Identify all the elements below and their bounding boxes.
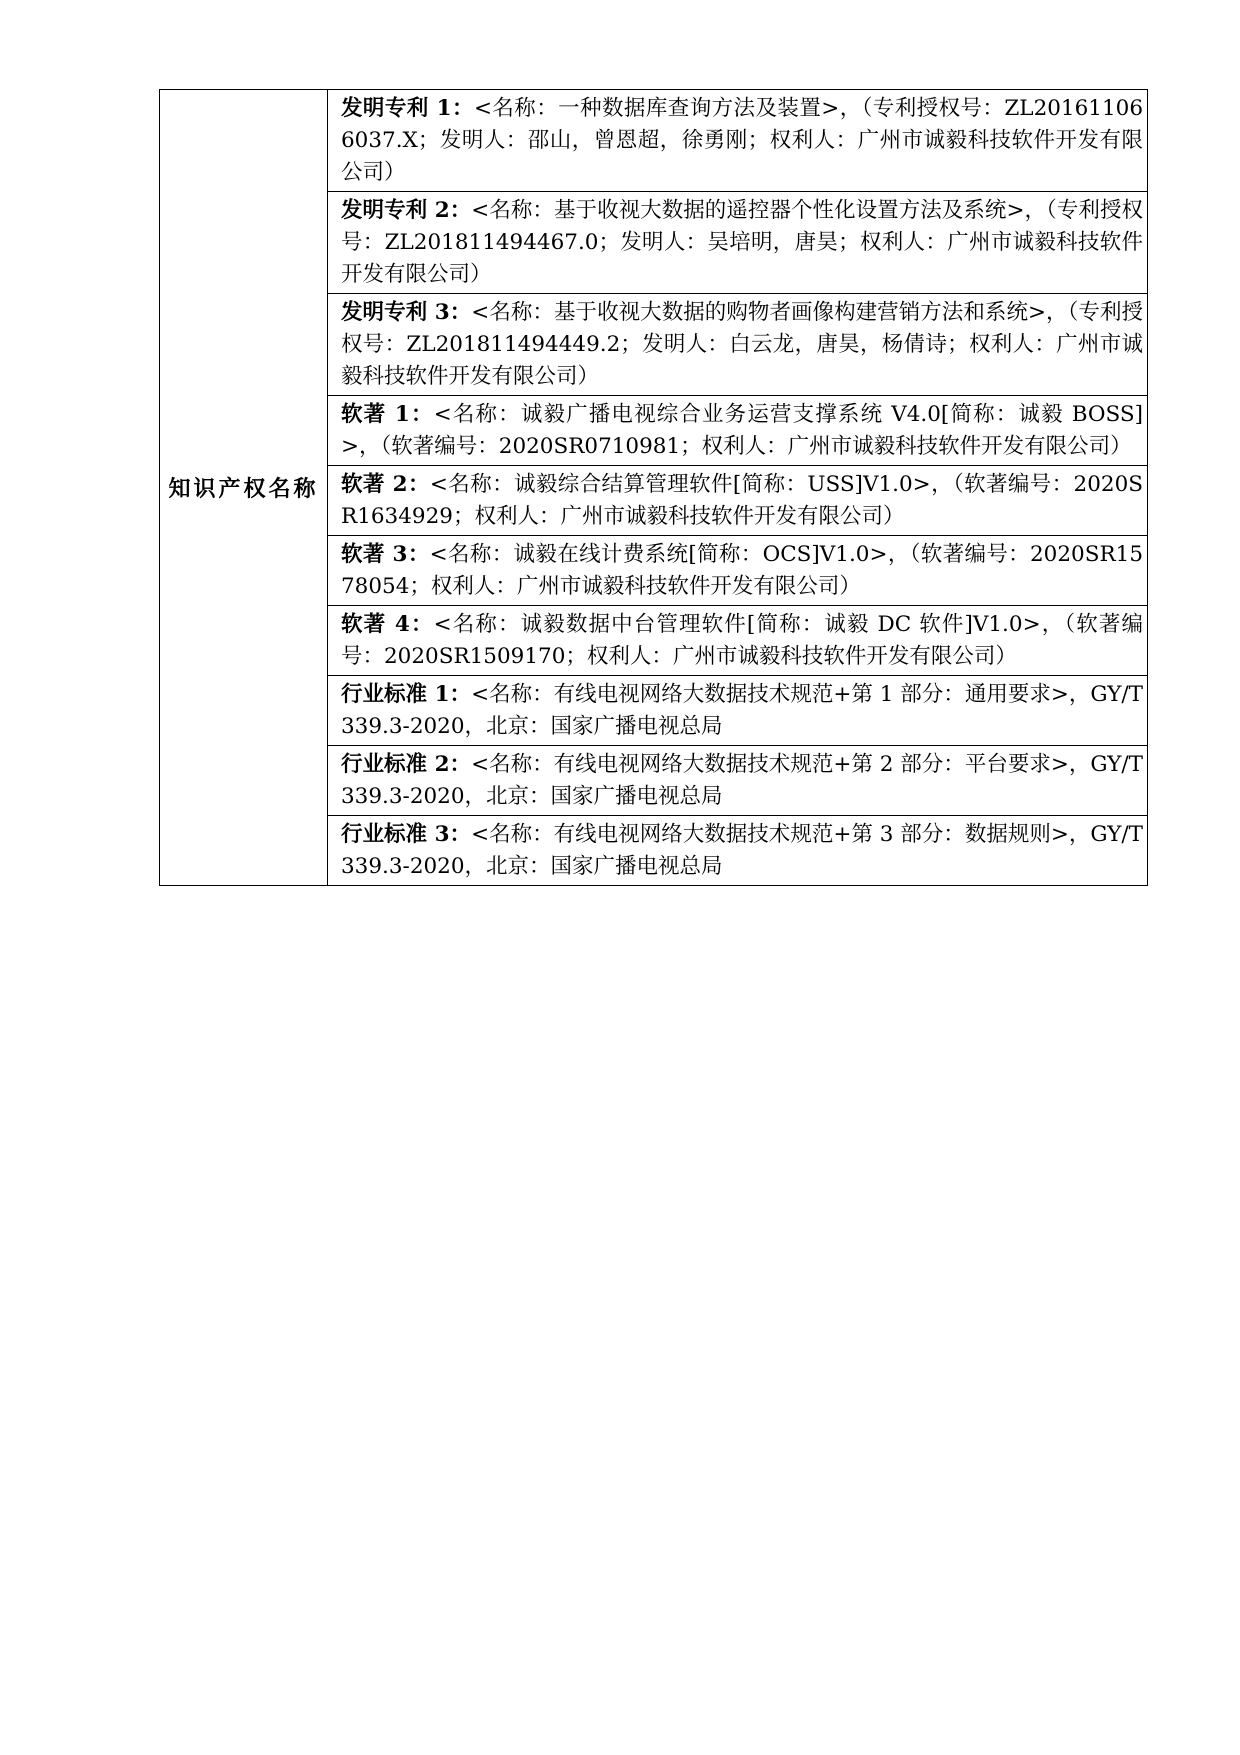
ip-item-head: 软著 4： (341, 612, 434, 637)
ip-item-body: <名称：诚毅综合结算管理软件[简称：USS]V1.0>，（软著编号：2020SR1634929；权利人：广州市诚毅科技软件开发有限公司） (341, 472, 1143, 529)
ip-item-body: <名称：诚毅在线计费系统[简称：OCS]V1.0>，（软著编号：2020SR1578054；权利人：广州市诚毅科技软件开发有限公司） (341, 542, 1143, 599)
ip-item-software-2 (328, 466, 1148, 536)
ip-item-standard-3 (328, 816, 1148, 886)
ip-item-body: <名称：有线电视网络大数据技术规范+第 1 部分：通用要求>，GY/T 339.3-2020，北京：国家广播电视总局 (341, 682, 1143, 739)
ip-item-head: 行业标准 2： (341, 752, 472, 777)
ip-item-body: <名称：基于收视大数据的购物者画像构建营销方法和系统>，（专利授权号：ZL201811494449.2；发明人：白云龙，唐昊，杨倩诗；权利人：广州市诚毅科技软件开发有限公司） (341, 300, 1143, 389)
ip-item-body: <名称：有线电视网络大数据技术规范+第 3 部分：数据规则>，GY/T 339.3-2020，北京：国家广播电视总局 (341, 822, 1143, 879)
ip-table (159, 89, 1148, 886)
ip-item-body: <名称：诚毅广播电视综合业务运营支撑系统 V4.0[简称：诚毅 BOSS]>，（软著编号：2020SR0710981；权利人：广州市诚毅科技软件开发有限公司） (341, 402, 1143, 459)
ip-item-standard-2 (328, 746, 1148, 816)
ip-item-software-3 (328, 536, 1148, 606)
ip-item-head: 发明专利 3： (341, 300, 472, 325)
row-label-ip-name: 知识产权名称 (160, 90, 328, 886)
ip-item-head: 软著 2： (341, 472, 430, 497)
ip-item-patent-3 (328, 294, 1148, 396)
ip-table-body (160, 90, 1148, 886)
ip-item-patent-2 (328, 192, 1148, 294)
ip-item-head: 软著 3： (341, 542, 430, 567)
ip-item-software-1 (328, 396, 1148, 466)
ip-item-head: 发明专利 2： (341, 198, 472, 223)
ip-item-head: 软著 1： (341, 402, 434, 427)
ip-item-head: 行业标准 1： (341, 682, 472, 707)
ip-item-head: 发明专利 1： (341, 96, 474, 121)
ip-item-body: <名称：基于收视大数据的遥控器个性化设置方法及系统>，（专利授权号：ZL201811494467.0；发明人：吴培明，唐昊；权利人：广州市诚毅科技软件开发有限公司） (341, 198, 1143, 287)
ip-item-body: <名称：有线电视网络大数据技术规范+第 2 部分：平台要求>，GY/T 339.3-2020，北京：国家广播电视总局 (341, 752, 1143, 809)
ip-item-body: <名称：诚毅数据中台管理软件[简称：诚毅 DC 软件]V1.0>，（软著编号：2020SR1509170；权利人：广州市诚毅科技软件开发有限公司） (341, 612, 1143, 669)
ip-item-patent-1 (328, 90, 1148, 192)
ip-item-standard-1 (328, 676, 1148, 746)
ip-item-software-4 (328, 606, 1148, 676)
ip-item-head: 行业标准 3： (341, 822, 472, 847)
table-row (160, 90, 1148, 192)
ip-item-body: <名称：一种数据库查询方法及装置>，（专利授权号：ZL201611066037.X；发明人：邵山，曾恩超，徐勇刚；权利人：广州市诚毅科技软件开发有限公司） (341, 96, 1143, 185)
